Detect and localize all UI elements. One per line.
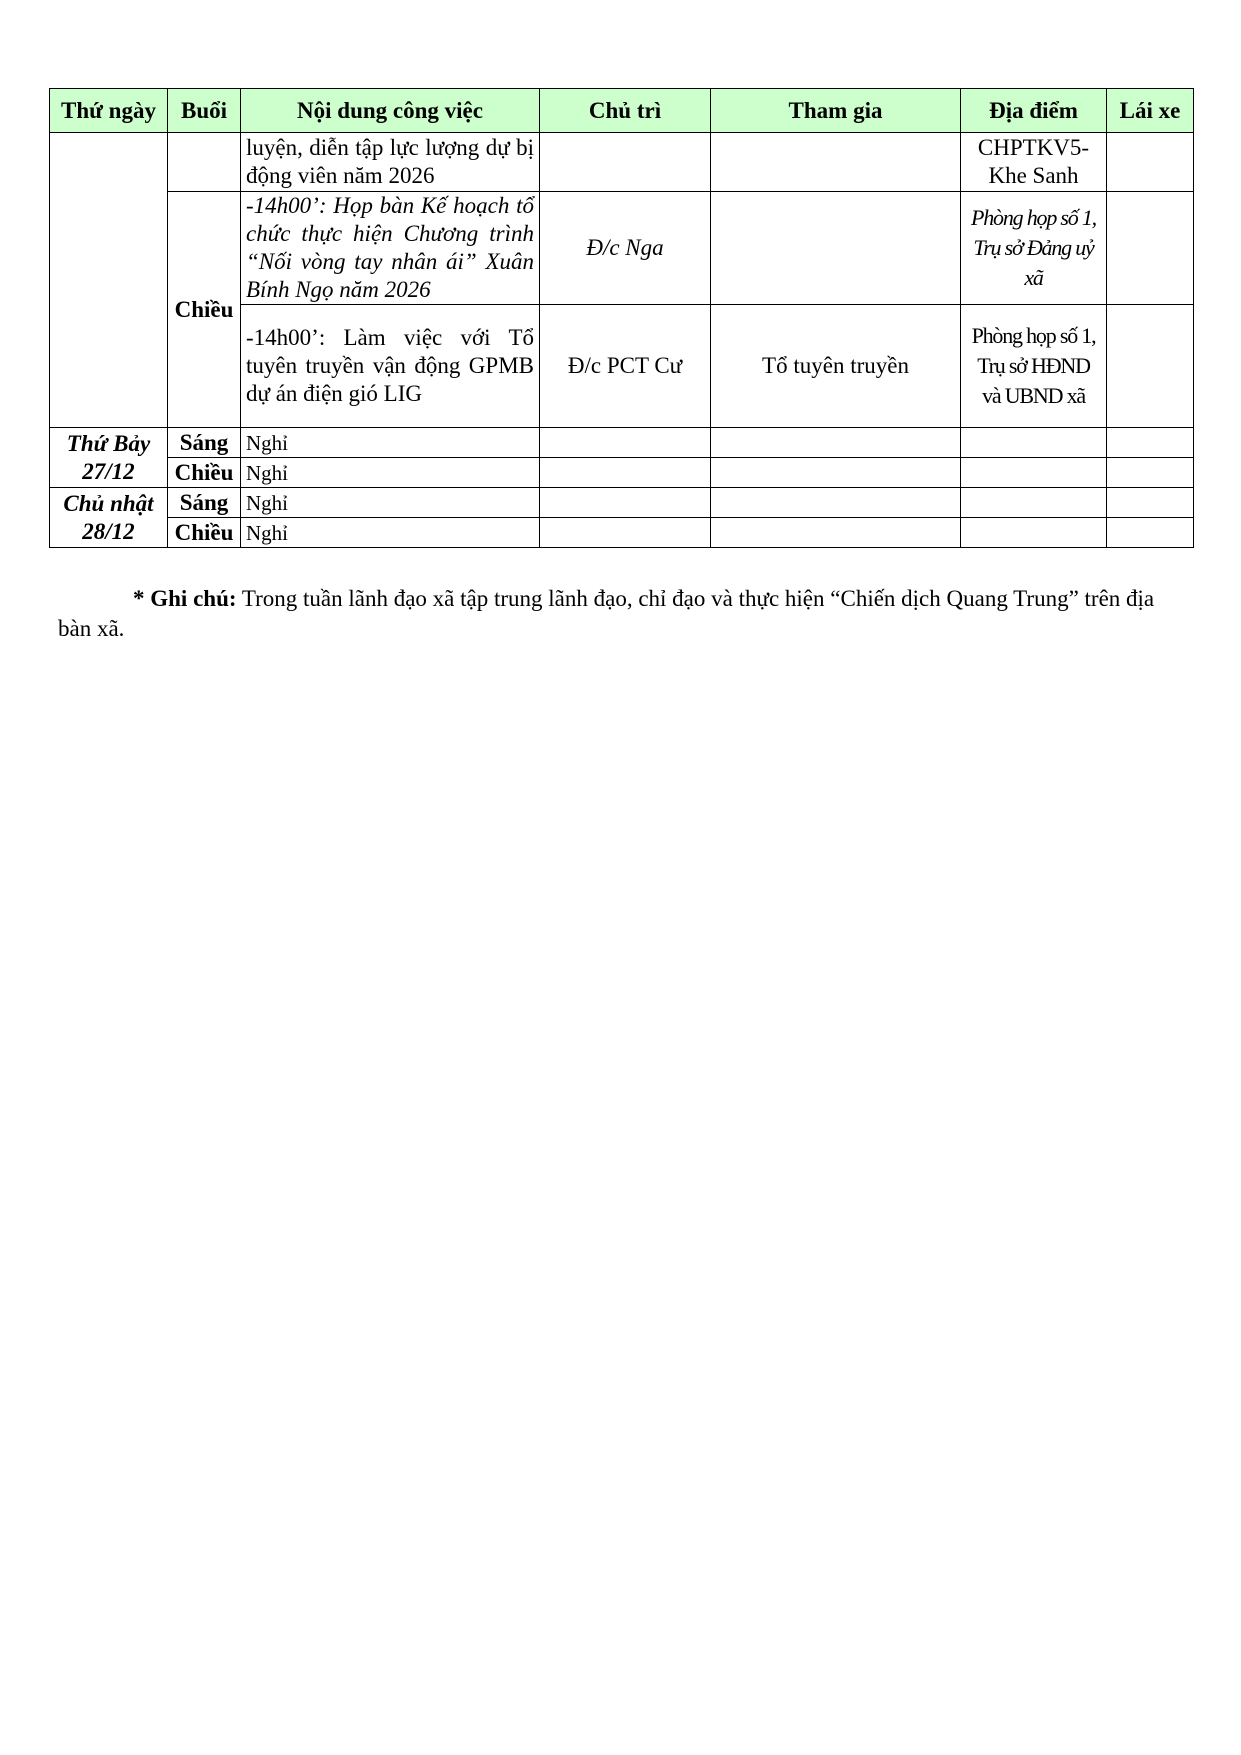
driver-cell	[1107, 518, 1194, 548]
content-cell: luyện, diễn tập lực lượng dự bị động viên năm 2026	[241, 133, 540, 192]
participants-cell	[711, 488, 961, 518]
driver-cell	[1107, 192, 1194, 305]
driver-cell	[1107, 305, 1194, 428]
day-cell-empty	[50, 133, 168, 428]
participants-cell	[711, 192, 961, 305]
content-cell: Nghỉ	[241, 428, 540, 458]
session-cell: Sáng	[168, 428, 241, 458]
location-cell: Phòng họp số 1, Trụ sở Đảng uỷ xã	[961, 192, 1107, 305]
location-cell	[961, 488, 1107, 518]
header-session: Buổi	[168, 89, 241, 133]
location-cell: CHPTKV5- Khe Sanh	[961, 133, 1107, 192]
session-cell-empty	[168, 133, 241, 192]
content-cell: -14h00’: Họp bàn Kế hoạch tổ chức thực hiện Chương trình “Nối vòng tay nhân ái” Xuân Bính Ngọ năm 2026	[241, 192, 540, 305]
location-cell	[961, 428, 1107, 458]
session-cell: Chiều	[168, 192, 241, 428]
chair-cell	[540, 488, 711, 518]
day-cell	[50, 428, 168, 488]
table-row	[50, 518, 1194, 548]
header-day: Thứ ngày	[50, 89, 168, 133]
driver-cell	[1107, 428, 1194, 458]
participants-cell	[711, 428, 961, 458]
session-cell: Chiều	[168, 458, 241, 488]
chair-cell	[540, 428, 711, 458]
header-driver: Lái xe	[1107, 89, 1194, 133]
table-row	[50, 428, 1194, 458]
driver-cell	[1107, 458, 1194, 488]
content-cell: -14h00’: Làm việc với Tổ tuyên truyền vận động GPMB dự án điện gió LIG	[241, 305, 540, 428]
participants-cell	[711, 133, 961, 192]
day-date: 27/12	[82, 458, 135, 484]
day-cell	[50, 488, 168, 548]
table-row	[50, 458, 1194, 488]
participants-cell: Tổ tuyên truyền	[711, 305, 961, 428]
location-cell: Phòng họp số 1, Trụ sở HĐND và UBND xã	[961, 305, 1107, 428]
header-content: Nội dung công việc	[241, 89, 540, 133]
day-name: Chủ nhật	[63, 490, 154, 516]
participants-cell	[711, 518, 961, 548]
chair-cell: Đ/c Nga	[540, 192, 711, 305]
chair-cell	[540, 518, 711, 548]
note-paragraph	[58, 584, 1158, 644]
content-cell: Nghỉ	[241, 488, 540, 518]
table-row	[50, 192, 1194, 305]
day-name: Thứ Bảy	[66, 430, 151, 456]
day-date: 28/12	[82, 518, 135, 544]
header-participants: Tham gia	[711, 89, 961, 133]
chair-cell: Đ/c PCT Cư	[540, 305, 711, 428]
note-text: Trong tuần lãnh đạo xã tập trung lãnh đạo, chỉ đạo và thực hiện “Chiến dịch Quang Trung” trên địa bàn xã.	[58, 586, 1155, 641]
driver-cell	[1107, 488, 1194, 518]
note-label: * Ghi chú:	[133, 586, 237, 611]
header-location: Địa điểm	[961, 89, 1107, 133]
participants-cell	[711, 458, 961, 488]
location-cell	[961, 518, 1107, 548]
table-row	[50, 488, 1194, 518]
content-cell: Nghỉ	[241, 518, 540, 548]
header-chair: Chủ trì	[540, 89, 711, 133]
table-row	[50, 133, 1194, 192]
schedule-table	[49, 88, 1194, 548]
chair-cell	[540, 133, 711, 192]
content-cell: Nghỉ	[241, 458, 540, 488]
chair-cell	[540, 458, 711, 488]
session-cell: Sáng	[168, 488, 241, 518]
session-cell: Chiều	[168, 518, 241, 548]
driver-cell	[1107, 133, 1194, 192]
location-cell	[961, 458, 1107, 488]
table-header-row	[50, 89, 1194, 133]
